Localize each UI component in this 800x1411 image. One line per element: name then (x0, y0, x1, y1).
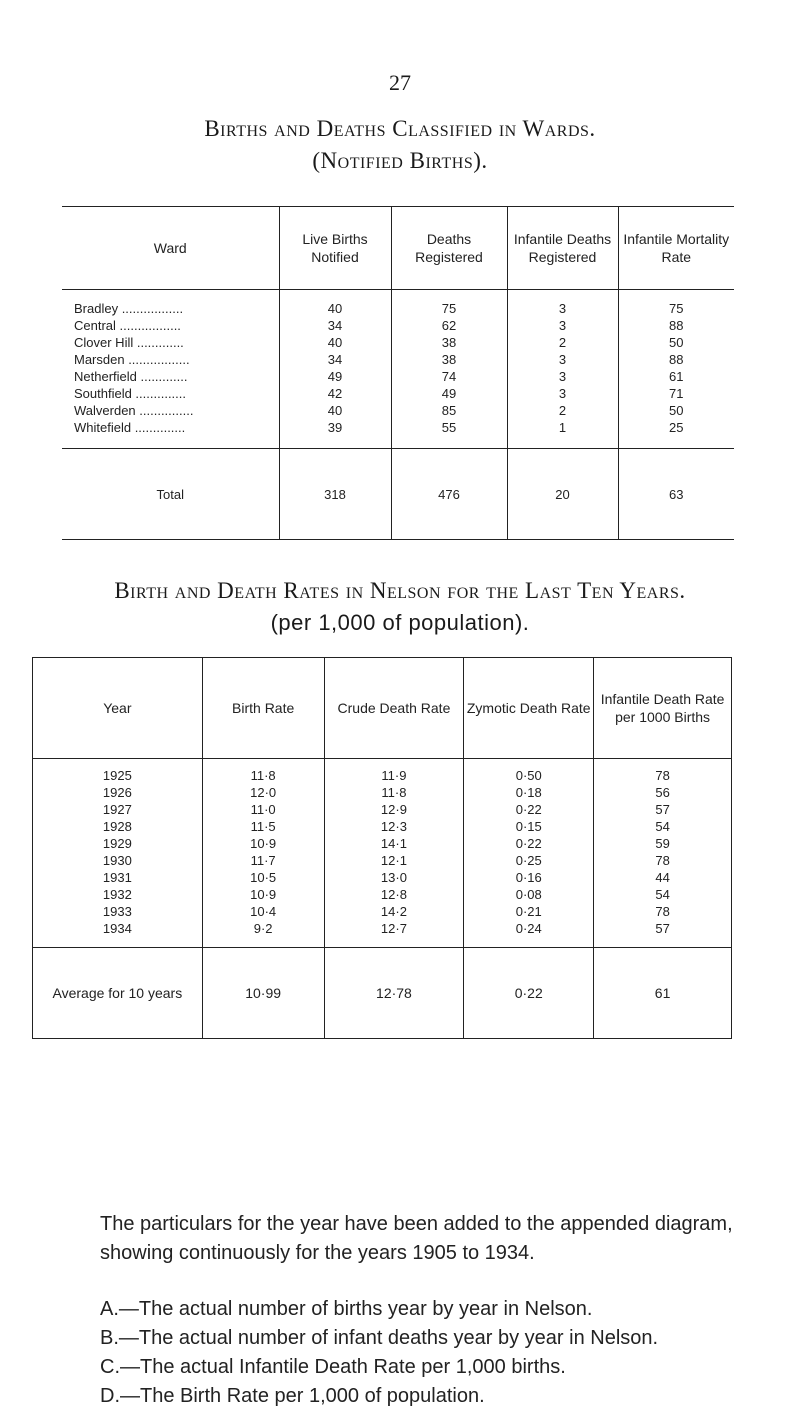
infantile-death-rate: 56 (594, 784, 732, 801)
mortality-rate: 88 (618, 351, 734, 368)
average-label: Average for 10 years (33, 948, 203, 1039)
live-births: 40 (279, 402, 391, 419)
birth-rate: 10·9 (202, 835, 324, 852)
header-year: Year (33, 658, 203, 759)
average-infantile-death-rate: 61 (594, 948, 732, 1039)
deaths: 62 (391, 317, 507, 334)
year: 1932 (102, 887, 132, 902)
total-deaths: 476 (391, 449, 507, 540)
crude-death-rate: 14·1 (324, 835, 464, 852)
infantile-death-rate: 54 (594, 818, 732, 835)
ward-name: Bradley ................. (74, 301, 184, 316)
infantile-death-rate: 59 (594, 835, 732, 852)
infantile-death-rate: 78 (594, 759, 732, 785)
deaths: 85 (391, 402, 507, 419)
mortality-rate: 75 (618, 290, 734, 318)
zymotic-death-rate: 0·22 (464, 835, 594, 852)
year: 1928 (102, 819, 132, 834)
live-births: 40 (279, 290, 391, 318)
header-crude-death-rate: Crude Death Rate (324, 658, 464, 759)
ward-name: Netherfield ............. (74, 369, 188, 384)
table-header-row (62, 207, 734, 290)
header-deaths: Deaths Registered (391, 207, 507, 290)
mortality-rate: 71 (618, 385, 734, 402)
crude-death-rate: 13·0 (324, 869, 464, 886)
total-infant-deaths: 20 (507, 449, 618, 540)
birth-rate: 9·2 (202, 920, 324, 948)
total-row (62, 449, 734, 540)
header-live-births: Live Births Notified (279, 207, 391, 290)
deaths: 55 (391, 419, 507, 449)
year: 1927 (102, 802, 132, 817)
live-births: 34 (279, 317, 391, 334)
total-mortality-rate: 63 (618, 449, 734, 540)
live-births: 42 (279, 385, 391, 402)
header-birth-rate: Birth Rate (202, 658, 324, 759)
ward-name: Walverden ............... (74, 403, 194, 418)
live-births: 49 (279, 368, 391, 385)
list-item: D.—The Birth Rate per 1,000 of population. (100, 1385, 485, 1407)
infantile-death-rate: 54 (594, 886, 732, 903)
table-row (33, 759, 732, 785)
crude-death-rate: 12·7 (324, 920, 464, 948)
birth-rate: 11·0 (202, 801, 324, 818)
list-item: A.—The actual number of births year by year in Nelson. (100, 1298, 593, 1320)
year: 1931 (102, 870, 132, 885)
ward-name: Southfield .............. (74, 386, 186, 401)
infant-deaths: 2 (507, 402, 618, 419)
zymotic-death-rate: 0·08 (464, 886, 594, 903)
infant-deaths: 1 (507, 419, 618, 449)
mortality-rate: 50 (618, 334, 734, 351)
table-row (33, 784, 732, 801)
ward-name: Whitefield .............. (74, 420, 186, 435)
crude-death-rate: 12·3 (324, 818, 464, 835)
deaths: 49 (391, 385, 507, 402)
live-births: 39 (279, 419, 391, 449)
zymotic-death-rate: 0·24 (464, 920, 594, 948)
table-row (33, 852, 732, 869)
infant-deaths: 3 (507, 290, 618, 318)
infantile-death-rate: 44 (594, 869, 732, 886)
ward-name: Marsden ................. (74, 352, 190, 367)
diagram-key-list (100, 1295, 780, 1411)
infantile-death-rate: 57 (594, 801, 732, 818)
mortality-rate: 88 (618, 317, 734, 334)
deaths: 74 (391, 368, 507, 385)
infantile-death-rate: 78 (594, 852, 732, 869)
live-births: 34 (279, 351, 391, 368)
table-header-row (33, 658, 732, 759)
crude-death-rate: 12·1 (324, 852, 464, 869)
header-infantile-death-rate: Infantile Death Rate per 1000 Births (594, 658, 732, 759)
year: 1929 (102, 836, 132, 851)
live-births: 40 (279, 334, 391, 351)
deaths: 38 (391, 351, 507, 368)
total-label: Total (62, 449, 279, 540)
list-item: C.—The actual Infantile Death Rate per 1,000 births. (100, 1356, 566, 1378)
zymotic-death-rate: 0·50 (464, 759, 594, 785)
total-live-births: 318 (279, 449, 391, 540)
average-row (33, 948, 732, 1039)
year: 1930 (102, 853, 132, 868)
ward-name: Clover Hill ............. (74, 335, 184, 350)
crude-death-rate: 11·8 (324, 784, 464, 801)
ward-name: Central ................. (74, 318, 181, 333)
header-mortality-rate: Infantile Mortality Rate (618, 207, 734, 290)
intro-paragraph: The particulars for the year have been added to the appended diagram, showing continuously for the years 1905 to 1934. (100, 1213, 733, 1264)
header-ward: Ward (62, 207, 279, 290)
infantile-death-rate: 78 (594, 903, 732, 920)
wards-table (62, 206, 734, 540)
infantile-death-rate: 57 (594, 920, 732, 948)
birth-rate: 11·7 (202, 852, 324, 869)
zymotic-death-rate: 0·22 (464, 801, 594, 818)
average-birth-rate: 10·99 (202, 948, 324, 1039)
header-infant-deaths: Infantile Deaths Registered (507, 207, 618, 290)
table-row (33, 801, 732, 818)
mortality-rate: 61 (618, 368, 734, 385)
infant-deaths: 3 (507, 385, 618, 402)
birth-rate: 11·8 (202, 759, 324, 785)
birth-rate: 11·5 (202, 818, 324, 835)
deaths: 38 (391, 334, 507, 351)
list-item: B.—The actual number of infant deaths year by year in Nelson. (100, 1327, 659, 1349)
table-row (62, 368, 734, 385)
page-number: 27 (389, 70, 411, 95)
table2-subtitle: (per 1,000 of population). (270, 610, 530, 635)
zymotic-death-rate: 0·18 (464, 784, 594, 801)
table-row (33, 869, 732, 886)
year: 1933 (102, 904, 132, 919)
table-row (33, 818, 732, 835)
zymotic-death-rate: 0·21 (464, 903, 594, 920)
birth-rate: 10·5 (202, 869, 324, 886)
birth-rate: 12·0 (202, 784, 324, 801)
table-row (62, 419, 734, 449)
year: 1926 (102, 785, 132, 800)
infant-deaths: 2 (507, 334, 618, 351)
infant-deaths: 3 (507, 368, 618, 385)
infant-deaths: 3 (507, 351, 618, 368)
rates-table (32, 657, 732, 1039)
year: 1925 (102, 768, 132, 783)
table-row (33, 903, 732, 920)
birth-rate: 10·4 (202, 903, 324, 920)
year: 1934 (102, 921, 132, 936)
mortality-rate: 50 (618, 402, 734, 419)
average-zymotic-death-rate: 0·22 (464, 948, 594, 1039)
zymotic-death-rate: 0·15 (464, 818, 594, 835)
crude-death-rate: 11·9 (324, 759, 464, 785)
table-row (62, 402, 734, 419)
birth-rate: 10·9 (202, 886, 324, 903)
table-row (33, 835, 732, 852)
table-row (33, 920, 732, 948)
table-row (33, 886, 732, 903)
table-row (62, 351, 734, 368)
zymotic-death-rate: 0·25 (464, 852, 594, 869)
crude-death-rate: 12·9 (324, 801, 464, 818)
table1-title: Births and Deaths Classified in Wards. (204, 116, 596, 141)
zymotic-death-rate: 0·16 (464, 869, 594, 886)
table-row (62, 385, 734, 402)
table2-title: Birth and Death Rates in Nelson for the Last Ten Years. (114, 578, 686, 603)
infant-deaths: 3 (507, 317, 618, 334)
deaths: 75 (391, 290, 507, 318)
mortality-rate: 25 (618, 419, 734, 449)
average-crude-death-rate: 12·78 (324, 948, 464, 1039)
header-zymotic-death-rate: Zymotic Death Rate (464, 658, 594, 759)
table-row (62, 290, 734, 318)
crude-death-rate: 14·2 (324, 903, 464, 920)
table-row (62, 334, 734, 351)
table1-subtitle: (Notified Births). (312, 148, 488, 173)
crude-death-rate: 12·8 (324, 886, 464, 903)
table-row (62, 317, 734, 334)
